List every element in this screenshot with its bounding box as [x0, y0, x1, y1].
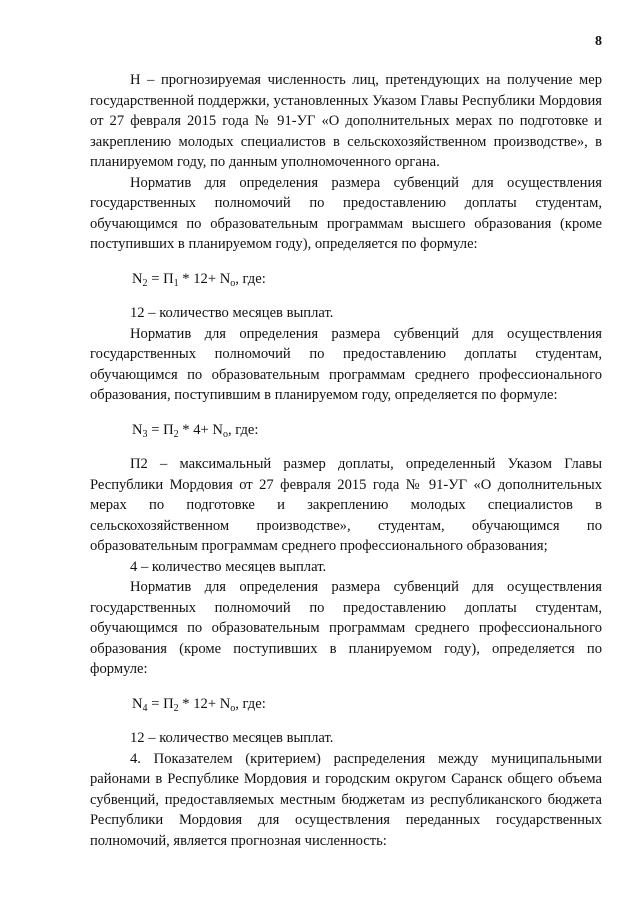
formula-n4: $N_4 = П_2 * 12+ N_о$, где:	[132, 695, 266, 714]
page-number: 8	[595, 34, 602, 49]
paragraph-distribution-criterion: 4. Показателем (критерием) распределения между муниципальными районами в Республике Мордовия и городским округом Саранск общего объема субвенций, предоставляемых местным бюджетам из республиканского бюджета Республики Мордовия для осуществления переданных государственных полномочий, является прогнозная численность:	[90, 750, 602, 849]
paragraph-definition-n: Н – прогнозируемая численность лиц, претендующих на получение мер государственной поддержки, установленных Указом Главы Республики Мордовия от 27 февраля 2015 года № 91-УГ «О дополнительных мерах по подготовке и закреплению молодых специалистов в сельскохозяйственном производстве», в планируемом году, по данным уполномоченного органа.	[90, 72, 602, 170]
paragraph-norm-higher-education: Норматив для определения размера субвенций для осуществления государственных полномочий по предоставлению доплаты студентам, обучающимся по образовательным программам высшего образования (кроме поступивших в планируемом году), определяется по формуле:	[90, 174, 602, 252]
paragraph-norm-spo-existing: Норматив для определения размера субвенций для осуществления государственных полномочий по предоставлению доплаты студентам, обучающимся по образовательным программам среднего профессионального образования (кроме поступивших в планируемом году), определяется по формуле:	[90, 579, 602, 677]
paragraph-norm-spo-new: Норматив для определения размера субвенций для осуществления государственных полномочий по предоставлению доплаты студентам, обучающимся по образовательным программам среднего профессионального образования, поступившим в планируемом году, определяется по формуле:	[90, 325, 602, 403]
paragraph-definition-p2: П2 – максимальный размер доплаты, определенный Указом Главы Республики Мордовия от 27 февраля 2015 года № 91-УГ «О дополнительных мерах по подготовке и закреплению молодых специалистов в сельскохозяйственном производстве», студентам, обучающимся по образовательным программам среднего профессионального образования;	[90, 456, 602, 554]
paragraph-months-12: 12 – количество месяцев выплат.	[130, 305, 334, 321]
document-body	[90, 70, 602, 851]
paragraph-months-12-second: 12 – количество месяцев выплат.	[130, 730, 334, 746]
paragraph-months-4: 4 – количество месяцев выплат.	[130, 558, 327, 575]
formula-n3: $N_3 = П_2 * 4+ N_о$, где:	[132, 421, 259, 440]
formula-n2: $N_2 = П_1 * 12+ N_о$, где:	[132, 270, 266, 289]
